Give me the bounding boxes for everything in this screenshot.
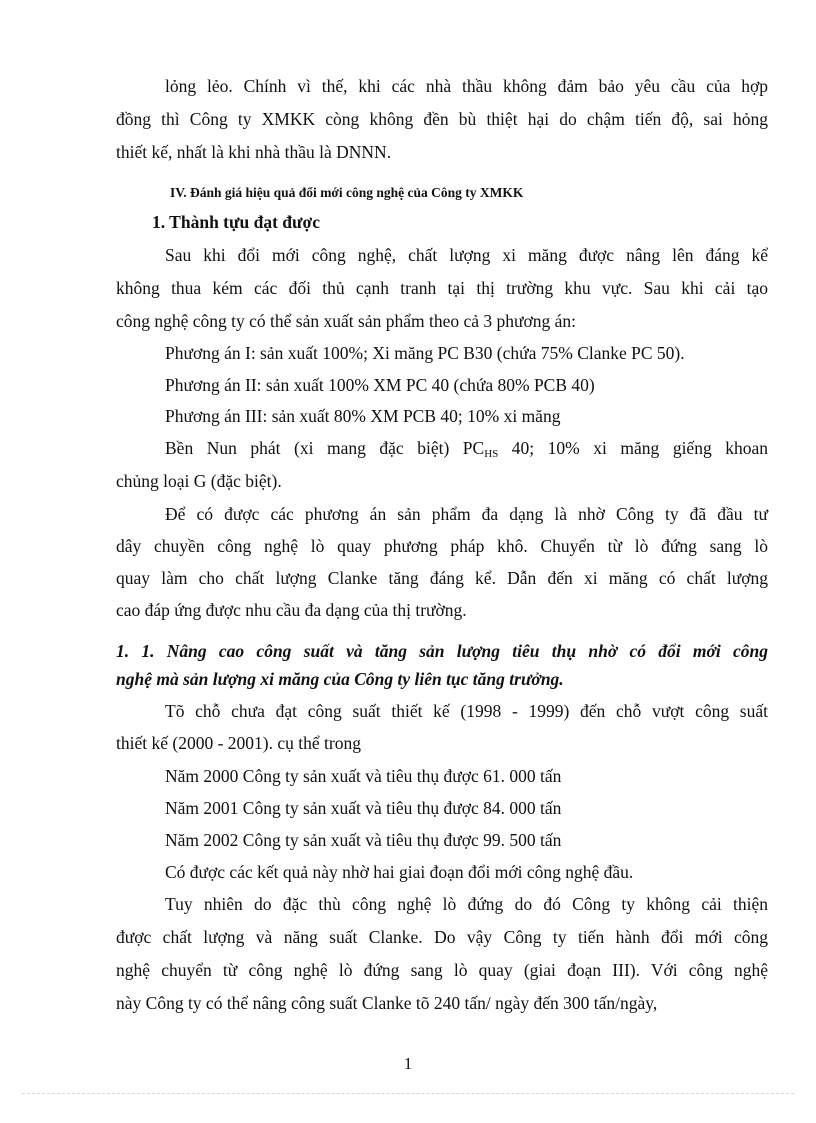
footer-divider	[22, 1093, 794, 1094]
para4-line-1: Tõ chỗ chưa đạt công suất thiết kế (1998 - 1999) đến chỗ vượt công suất	[165, 701, 768, 721]
production-2000: Năm 2000 Công ty sản xuất và tiêu thụ được 61. 000 tấn	[165, 766, 562, 786]
option-3-cont-before: Bền Nun phát (xi mang đặc biệt) PC	[165, 438, 485, 458]
option-3-cont-subscript: HS	[484, 448, 499, 460]
para1-line-1: lỏng lẻo. Chính vì thế, khi các nhà thầu không đảm bảo yêu cầu của hợp	[165, 76, 768, 96]
para2-line-1: Sau khi đổi mới công nghệ, chất lượng xi măng được nâng lên đáng kể	[165, 245, 768, 265]
subsection-heading-line-2: nghệ mà sản lượng xi măng của Công ty liên tục tăng trưởng.	[116, 669, 564, 689]
section-iv-heading: IV. Đánh giá hiệu quả đổi mới công nghệ của Công ty XMKK	[170, 185, 524, 200]
production-2002: Năm 2002 Công ty sản xuất và tiêu thụ được 99. 500 tấn	[165, 830, 562, 850]
para1-line-3: thiết kế, nhất là khi nhà thầu là DNNN.	[116, 142, 392, 162]
option-2: Phương án II: sản xuất 100% XM PC 40 (chứa 80% PCB 40)	[165, 375, 595, 395]
page-number: 1	[403, 1054, 413, 1073]
para2-line-2: không thua kém các đối thủ cạnh tranh tại thị trường khu vực. Sau khi cải tạo	[116, 278, 768, 298]
para2-line-3: công nghệ công ty có thể sản xuất sản phẩm theo cả 3 phương án:	[116, 311, 577, 331]
para4-line-2: thiết kế (2000 - 2001). cụ thể trong	[116, 733, 361, 753]
para3-line-4: cao đáp ứng được nhu cầu đa dạng của thị trường.	[116, 600, 467, 620]
para6-line-4: này Công ty có thể nâng công suất Clanke tõ 240 tấn/ ngày đến 300 tấn/ngày,	[116, 993, 658, 1013]
para3-line-3: quay làm cho chất lượng Clanke tăng đáng kể. Dẫn đến xi măng có chất lượng	[116, 568, 768, 588]
para1-line-2: đồng thì Công ty XMKK còng không đền bù thiệt hại do chậm tiến độ, sai hỏng	[116, 109, 768, 129]
section-1-heading: 1. Thành tựu đạt được	[152, 212, 320, 232]
production-2001: Năm 2001 Công ty sản xuất và tiêu thụ được 84. 000 tấn	[165, 798, 562, 818]
option-1: Phương án I: sản xuất 100%; Xi măng PC B30 (chứa 75% Clanke PC 50).	[165, 343, 685, 363]
para6-line-3: nghệ chuyển từ công nghệ lò đứng sang lò quay (giai đoạn III). Với công nghệ	[116, 960, 768, 980]
option-3-continuation	[165, 437, 768, 459]
subsection-heading-line-1: 1. 1. Nâng cao công suất và tăng sản lượng tiêu thụ nhờ có đổi mới công	[116, 641, 768, 661]
option-3: Phương án III: sản xuất 80% XM PCB 40; 10% xi măng	[165, 406, 561, 426]
para5: Có được các kết quả này nhờ hai giai đoạn đổi mới công nghệ đầu.	[165, 862, 634, 882]
para3-line-2: dây chuyền công nghệ lò quay phương pháp khô. Chuyển từ lò đứng sang lò	[116, 536, 768, 556]
para6-line-1: Tuy nhiên do đặc thù công nghệ lò đứng do đó Công ty không cải thiện	[165, 894, 768, 914]
option-3-cont-after: 40; 10% xi măng giếng khoan	[498, 438, 768, 458]
para3-line-1: Để có được các phương án sản phẩm đa dạng là nhờ Công ty đã đầu tư	[165, 504, 768, 524]
option-3-continuation-line-2: chủng loại G (đặc biệt).	[116, 471, 282, 491]
para6-line-2: được chất lượng và năng suất Clanke. Do vậy Công ty tiến hành đổi mới công	[116, 927, 768, 947]
